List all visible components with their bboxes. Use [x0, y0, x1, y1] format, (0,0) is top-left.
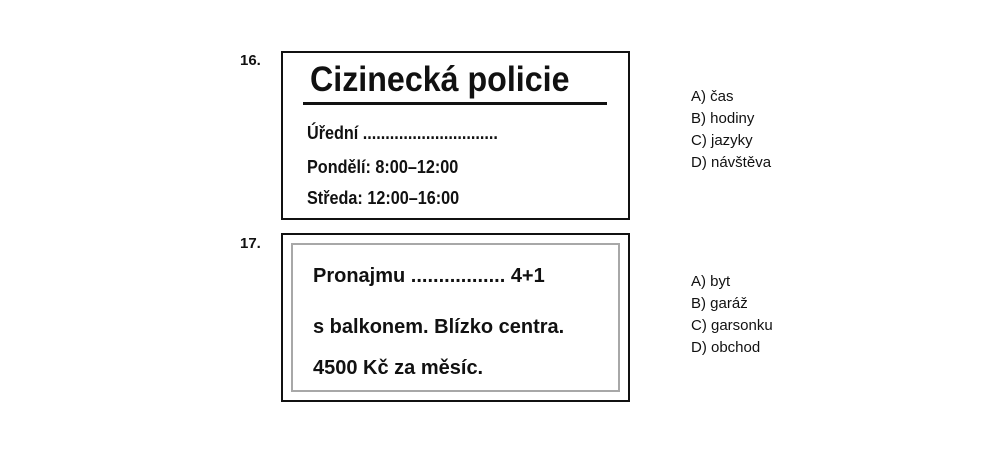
- option-d[interactable]: D) obchod: [691, 339, 761, 356]
- sign-line-monday: Pondělí: 8:00–12:00: [307, 157, 459, 177]
- option-c[interactable]: C) jazyky: [691, 132, 753, 149]
- sign-title-underline: [303, 102, 607, 105]
- option-d[interactable]: D) návštěva: [691, 154, 772, 171]
- option-c[interactable]: C) garsonku: [691, 317, 773, 334]
- sign-box-police: [281, 51, 630, 220]
- ad-line-price: 4500 Kč za měsíc.: [313, 357, 484, 379]
- question-number-17: 17.: [240, 235, 261, 252]
- option-a[interactable]: A) byt: [691, 273, 731, 290]
- sign-title: Cizinecká policie: [310, 60, 570, 99]
- answer-options-17: [691, 271, 773, 359]
- option-a[interactable]: A) čas: [691, 88, 734, 105]
- question-number-16: 16.: [240, 52, 261, 69]
- sign-line-wednesday: Středa: 12:00–16:00: [307, 188, 460, 208]
- ad-inner-frame: [291, 243, 620, 392]
- sign-line-office: Úřední ..............................: [307, 123, 498, 143]
- ad-box-rental: [281, 233, 630, 402]
- option-b[interactable]: B) hodiny: [691, 110, 755, 127]
- answer-options-16: [691, 86, 771, 174]
- option-b[interactable]: B) garáž: [691, 295, 748, 312]
- ad-line-balcony: s balkonem. Blízko centra.: [313, 316, 565, 338]
- ad-line-rent: Pronajmu ................. 4+1: [313, 265, 545, 287]
